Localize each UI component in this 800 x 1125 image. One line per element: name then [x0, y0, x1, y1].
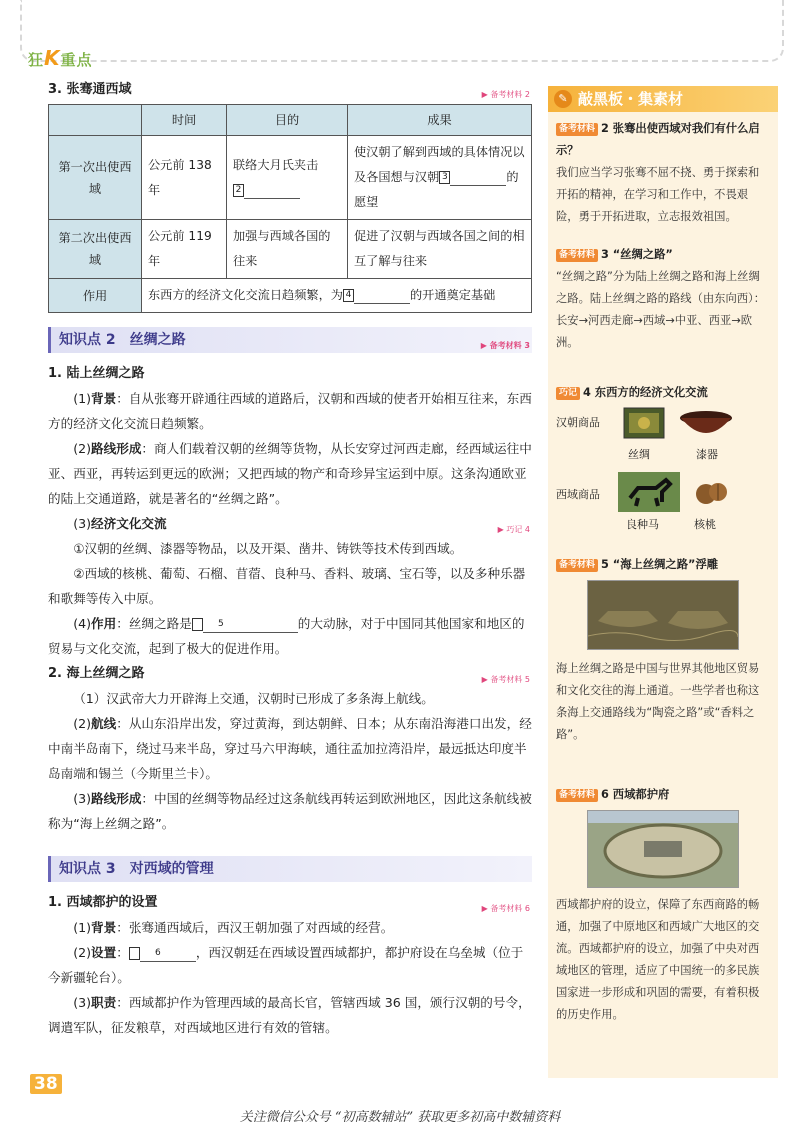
- cell-result: 促进了汉朝与西域各国之间的相互了解与往来: [348, 220, 532, 279]
- blank-number: 5: [192, 618, 203, 631]
- material-6: 备考材料 6 西域都护府: [548, 784, 778, 806]
- blank-number: 3: [439, 171, 450, 184]
- cell-time: 公元前 119 年: [142, 220, 227, 279]
- protectorate-title: 1. 西域都护的设置: [48, 895, 158, 910]
- row-head-effect: 作用: [49, 279, 142, 313]
- table-corner: [49, 105, 142, 136]
- main-column: [48, 80, 532, 1040]
- material-5-text: 海上丝绸之路是中国与世界其他地区贸易和文化交往的海上通道。一些学者也称这条海上交通路线为“陶瓷之路”或“香料之路”。: [556, 662, 760, 741]
- fill-blank[interactable]: [203, 616, 298, 633]
- th-time: 时间: [142, 105, 227, 136]
- paragraph: (4)作用：丝绸之路是 5 的大动脉，对于中国同其他国家和地区的贸易与文化交流，起到了极大的促进作用。: [48, 616, 525, 656]
- blank-number: 2: [233, 184, 244, 197]
- megaphone-icon: ✎: [554, 90, 572, 108]
- fill-blank[interactable]: [354, 287, 410, 304]
- material-4: 巧记 4 东西方的经济文化交流: [548, 382, 778, 404]
- ref-link-6[interactable]: ▶ 备考材料 6: [481, 904, 530, 913]
- paragraph: (3)路线形成：中国的丝绸等物品经过这条航线再转运到欧洲地区，因此这条航线被称为“海上丝绸之路”。: [48, 791, 532, 831]
- paragraph: (3)职责：西域都护作为管理西域的最高长官，管辖西域 36 国，颁行汉朝的号令，调遣军队，征发粮草，对西域地区进行有效的管辖。: [48, 995, 531, 1035]
- material-2: 备考材料 2 张骞出使西域对我们有什么启示？: [556, 122, 760, 157]
- blank-number: 4: [343, 289, 354, 302]
- cell-effect: 东西方的经济文化交流日趋频繁，为 4 的开通奠定基础: [142, 279, 532, 313]
- sidebar-header: ✎ 敲黑板・集素材: [548, 86, 778, 112]
- cell-time: 公元前 138 年: [142, 136, 227, 220]
- fill-blank[interactable]: [244, 182, 300, 199]
- material-2-text: 我们应当学习张骞不屈不挠、勇于探索和开拓的精神，在学习和工作中，不畏艰险，勇于开拓进取，立志报效祖国。: [556, 166, 760, 223]
- brand-logo: 狂K重点: [28, 46, 93, 70]
- horse-image: [618, 472, 680, 512]
- ref-link-2[interactable]: ▶ 备考材料 2: [481, 90, 530, 99]
- paragraph: (1)背景：自从张骞开辟通往西域的道路后，汉朝和西域的使者开始相互往来，东西方的经济文化交流日趋频繁。: [48, 391, 532, 431]
- paragraph: （1）汉武帝大力开辟海上交通，汉朝时已形成了多条海上航线。: [73, 691, 434, 706]
- top-frame: [20, 0, 784, 62]
- silk-image: [620, 404, 668, 442]
- knowledge-point-2: 知识点 2 丝绸之路 ▶ 备考材料 3: [48, 327, 532, 353]
- paragraph: ①汉朝的丝绸、漆器等物品，以及开渠、凿井、铸铁等技术传到西域。: [73, 541, 463, 556]
- protectorate-image: [587, 810, 739, 888]
- zhang-qian-table: [48, 104, 532, 313]
- material-5: 备考材料 5 “海上丝绸之路”浮雕: [548, 554, 778, 576]
- ref-link-3[interactable]: ▶ 备考材料 3: [480, 341, 530, 350]
- paragraph: (2)路线形成：商人们载着汉朝的丝绸等货物，从长安穿过河西走廊，经西域运往中亚、西亚，再转运到更远的欧洲；又把西域的物产和奇珍异宝运到中原。这条沟通欧亚的陆上交通道路，就是著名的“丝绸之路”。: [48, 441, 532, 506]
- table-row: [49, 220, 532, 279]
- row-head-second: 第二次出使西域: [49, 220, 142, 279]
- paragraph: (1)背景：张骞通西域后，西汉王朝加强了对西域的经营。: [73, 920, 394, 935]
- land-silk-road-title: 1. 陆上丝绸之路: [48, 366, 145, 381]
- ref-link-5[interactable]: ▶ 备考材料 5: [481, 675, 530, 684]
- paragraph: ②西域的核桃、葡萄、石榴、苜蓿、良种马、香料、玻璃、宝石等，以及多种乐器和歌舞等传入中原。: [48, 566, 526, 606]
- lacquer-label: 漆器: [696, 448, 718, 461]
- west-goods-label: 西域商品: [556, 488, 600, 501]
- horse-label: 良种马: [626, 518, 659, 531]
- material-6-text: 西域都护府的设立，保障了东西商路的畅通，加强了中原地区和西域广大地区的交流。西域都护府的设立，加强了中央对西域地区的管理，适应了中国统一的多民族国家进一步形成和巩固的需要，有着积极的历史作用。: [556, 898, 760, 1021]
- sea-silk-road-title: 2. 海上丝绸之路: [48, 666, 145, 681]
- han-goods-label: 汉朝商品: [556, 416, 600, 429]
- paragraph: (2)设置： 6 ，西汉朝廷在西域设置西域都护，都护府设在乌垒城（位于今新疆轮台）。: [48, 945, 524, 985]
- sidebar: [548, 86, 778, 1078]
- material-3-text: “丝绸之路”分为陆上丝绸之路和海上丝绸之路。陆上丝绸之路的路线（由东向西）：长安→河西走廊→西域→中亚、西亚→欧洲。: [556, 270, 765, 349]
- walnut-label: 核桃: [694, 518, 716, 531]
- th-purpose: 目的: [227, 105, 348, 136]
- goods-grid: [548, 404, 778, 554]
- section-title-zhang-qian: 3. 张骞通西域: [48, 82, 132, 97]
- fill-blank[interactable]: [450, 169, 506, 186]
- relief-image: [587, 580, 739, 650]
- knowledge-point-3: 知识点 3 对西域的管理: [48, 856, 532, 882]
- footer-note: 关注微信公众号 “初高数辅站” 获取更多初高中数辅资料: [239, 1110, 561, 1125]
- cell-purpose: 加强与西域各国的往来: [227, 220, 348, 279]
- cell-purpose: 联络大月氏夹击 2: [227, 136, 348, 220]
- paragraph: (3)经济文化交流: [73, 516, 167, 531]
- th-result: 成果: [348, 105, 532, 136]
- lacquer-image: [678, 408, 734, 440]
- silk-label: 丝绸: [628, 448, 650, 461]
- table-row: [49, 136, 532, 220]
- fill-blank[interactable]: [140, 945, 196, 962]
- ref-link-4[interactable]: ▶ 巧记 4: [497, 525, 530, 534]
- table-row: [49, 279, 532, 313]
- paragraph: (2)航线：从山东沿岸出发，穿过黄海，到达朝鲜、日本；从东南沿海港口出发，经中南半岛南下，绕过马来半岛，穿过马六甲海峡，通往孟加拉湾沿岸，最远抵达印度半岛南端和锡兰（今斯里兰卡）。: [48, 716, 532, 781]
- blank-number: 6: [129, 947, 140, 960]
- material-3: 备考材料 3 “丝绸之路”: [548, 244, 778, 266]
- walnut-image: [692, 476, 732, 510]
- page-number: 38: [30, 1074, 62, 1094]
- row-head-first: 第一次出使西域: [49, 136, 142, 220]
- cell-result: 使汉朝了解到西域的具体情况以及各国想与汉朝 3 的愿望: [348, 136, 532, 220]
